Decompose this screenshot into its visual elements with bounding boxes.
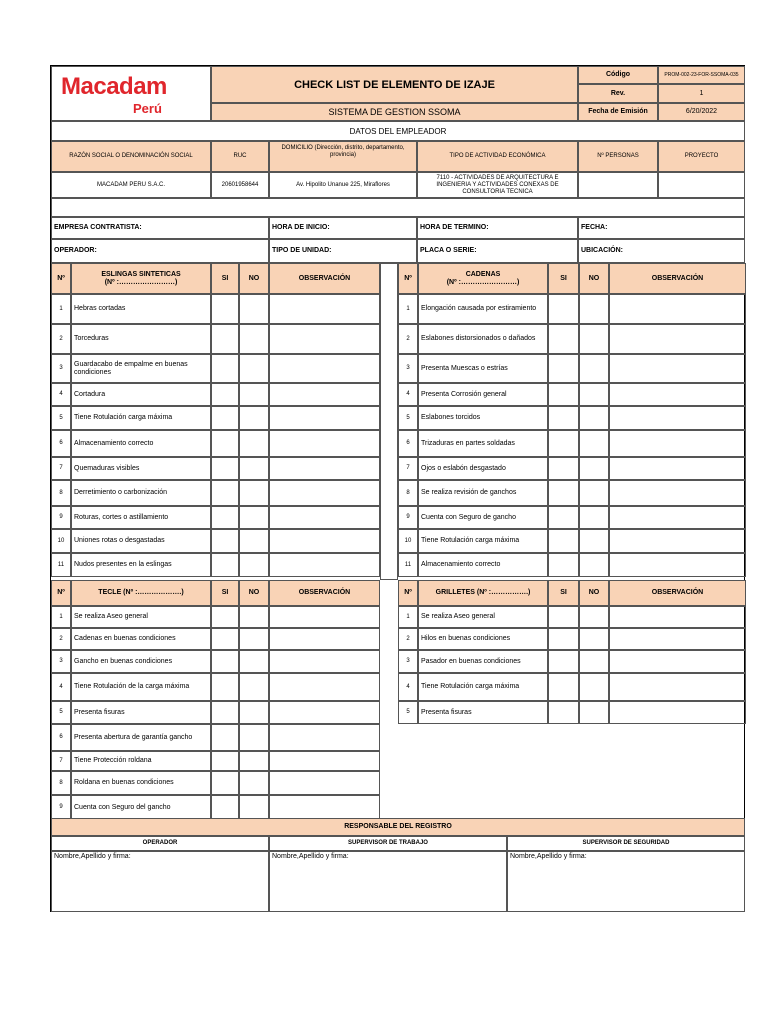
tecle-row-4-item: Tiene Rotulación de la carga máxima (71, 673, 211, 701)
eslingas-row-9-num: 9 (51, 506, 71, 529)
eslingas-row-8-no-checkbox[interactable] (239, 480, 269, 506)
supervisor-trabajo-signature-box[interactable]: Nombre,Apellido y firma: (269, 851, 507, 912)
eslingas-row-4-si-checkbox[interactable] (211, 383, 239, 406)
eslingas-row-11-si-checkbox[interactable] (211, 553, 239, 577)
tecle-row-6-item: Presenta abertura de garantía gancho (71, 724, 211, 751)
tecle-row-5-item: Presenta fisuras (71, 701, 211, 724)
fecha-field[interactable]: FECHA: (578, 217, 745, 239)
eslingas-row-5-item: Tiene Rotulación carga máxima (71, 406, 211, 430)
eslingas-row-9-observation[interactable] (269, 506, 380, 529)
eslingas-row-8-num: 8 (51, 480, 71, 506)
cadenas-row-8-si-checkbox[interactable] (548, 480, 579, 506)
eslingas-row-1-si-checkbox[interactable] (211, 294, 239, 324)
tecle-header-obs: OBSERVACIÓN (269, 580, 380, 606)
col-proyecto: PROYECTO (658, 141, 745, 172)
cadenas-row-3-num: 3 (398, 354, 418, 383)
eslingas-row-1-observation[interactable] (269, 294, 380, 324)
grilletes-row-4-no-checkbox[interactable] (579, 673, 609, 701)
tecle-row-2-item: Cadenas en buenas condiciones (71, 628, 211, 650)
grilletes-row-4-si-checkbox[interactable] (548, 673, 579, 701)
eslingas-row-3-item: Guardacabo de empalme en buenas condiciones (71, 354, 211, 383)
tecle-row-3-num: 3 (51, 650, 71, 673)
eslingas-row-11-item: Nudos presentes en la eslingas (71, 553, 211, 577)
cadenas-row-6-observation[interactable] (609, 430, 746, 457)
cadenas-row-11-num: 11 (398, 553, 418, 577)
cadenas-row-3-si-checkbox[interactable] (548, 354, 579, 383)
grilletes-header-no: NO (579, 580, 609, 606)
col-personas: Nº PERSONAS (578, 141, 658, 172)
tecle-header-title (71, 580, 211, 606)
grilletes-row-5-num: 5 (398, 701, 418, 724)
eslingas-row-6-no-checkbox[interactable] (239, 430, 269, 457)
cadenas-row-8-observation[interactable] (609, 480, 746, 506)
fecha-emision-label: Fecha de Emisión (578, 103, 658, 121)
tecle-row-3-observation[interactable] (269, 650, 380, 673)
eslingas-row-9-si-checkbox[interactable] (211, 506, 239, 529)
eslingas-row-7-observation[interactable] (269, 457, 380, 480)
tecle-row-7-no-checkbox[interactable] (239, 751, 269, 771)
grilletes-row-1-num: 1 (398, 606, 418, 628)
eslingas-row-10-observation[interactable] (269, 529, 380, 553)
grilletes-row-5-si-checkbox[interactable] (548, 701, 579, 724)
cadenas-row-3-observation[interactable] (609, 354, 746, 383)
col-domicilio: DOMICILIO (Dirección, distrito, departamento, provincia) (269, 141, 417, 172)
eslingas-row-6-num: 6 (51, 430, 71, 457)
cadenas-row-10-si-checkbox[interactable] (548, 529, 579, 553)
col-actividad: TIPO DE ACTIVIDAD ECONÓMICA (417, 141, 578, 172)
tecle-row-4-si-checkbox[interactable] (211, 673, 239, 701)
grilletes-row-2-item: Hilos en buenas condiciones (418, 628, 548, 650)
cadenas-row-2-no-checkbox[interactable] (579, 324, 609, 354)
tecle-row-9-item: Cuenta con Seguro del gancho (71, 795, 211, 820)
cadenas-row-1-no-checkbox[interactable] (579, 294, 609, 324)
eslingas-row-8-item: Derretimiento o carbonización (71, 480, 211, 506)
eslingas-row-11-observation[interactable] (269, 553, 380, 577)
tecle-row-9-si-checkbox[interactable] (211, 795, 239, 820)
eslingas-row-9-no-checkbox[interactable] (239, 506, 269, 529)
grilletes-row-5-item: Presenta fisuras (418, 701, 548, 724)
cadenas-row-7-no-checkbox[interactable] (579, 457, 609, 480)
operador-signature-box[interactable]: Nombre,Apellido y firma: (51, 851, 269, 912)
tecle-row-3-no-checkbox[interactable] (239, 650, 269, 673)
cadenas-row-6-si-checkbox[interactable] (548, 430, 579, 457)
rev-label: Rev. (578, 84, 658, 103)
eslingas-row-3-si-checkbox[interactable] (211, 354, 239, 383)
cadenas-row-10-num: 10 (398, 529, 418, 553)
tecle-row-9-no-checkbox[interactable] (239, 795, 269, 820)
tecle-row-5-no-checkbox[interactable] (239, 701, 269, 724)
cadenas-row-6-item: Trizaduras en partes soldadas (418, 430, 548, 457)
tecle-row-4-observation[interactable] (269, 673, 380, 701)
cadenas-row-5-observation[interactable] (609, 406, 746, 430)
logo-brand: Macadam (61, 73, 167, 100)
grilletes-header-title (418, 580, 548, 606)
eslingas-header-no: NO (239, 263, 269, 294)
cadenas-row-9-item: Cuenta con Seguro de gancho (418, 506, 548, 529)
eslingas-row-11-num: 11 (51, 553, 71, 577)
eslingas-row-5-no-checkbox[interactable] (239, 406, 269, 430)
eslingas-row-4-item: Cortadura (71, 383, 211, 406)
tipo-unidad-field[interactable]: TIPO DE UNIDAD: (269, 239, 417, 263)
eslingas-subtitle: (Nº :……………………) (104, 278, 178, 286)
cadenas-row-4-item: Presenta Corrosión general (418, 383, 548, 406)
eslingas-row-2-no-checkbox[interactable] (239, 324, 269, 354)
tecle-gap (380, 580, 398, 724)
cadenas-row-9-si-checkbox[interactable] (548, 506, 579, 529)
eslingas-row-10-si-checkbox[interactable] (211, 529, 239, 553)
eslingas-row-5-observation[interactable] (269, 406, 380, 430)
cadenas-header-si: SI (548, 263, 579, 294)
cadenas-row-2-item: Eslabones distorsionados o dañados (418, 324, 548, 354)
eslingas-row-10-item: Uniones rotas o desgastadas (71, 529, 211, 553)
grilletes-row-4-observation[interactable] (609, 673, 746, 701)
checklist-sheet (50, 65, 745, 912)
cadenas-row-10-observation[interactable] (609, 529, 746, 553)
tecle-row-8-si-checkbox[interactable] (211, 771, 239, 795)
cadenas-row-1-num: 1 (398, 294, 418, 324)
eslingas-row-8-si-checkbox[interactable] (211, 480, 239, 506)
cadenas-row-5-no-checkbox[interactable] (579, 406, 609, 430)
cadenas-row-7-num: 7 (398, 457, 418, 480)
tecle-row-2-num: 2 (51, 628, 71, 650)
cadenas-row-5-item: Eslabones torcidos (418, 406, 548, 430)
grilletes-row-1-observation[interactable] (609, 606, 746, 628)
supervisor-trabajo-column: SUPERVISOR DE TRABAJO (269, 836, 507, 851)
grilletes-row-1-no-checkbox[interactable] (579, 606, 609, 628)
cadenas-header-no: NO (579, 263, 609, 294)
cadenas-row-10-item: Tiene Rotulación carga máxima (418, 529, 548, 553)
grilletes-row-5-observation[interactable] (609, 701, 746, 724)
eslingas-row-2-num: 2 (51, 324, 71, 354)
eslingas-row-6-observation[interactable] (269, 430, 380, 457)
eslingas-row-7-item: Quemaduras visibles (71, 457, 211, 480)
eslingas-row-1-item: Hebras cortadas (71, 294, 211, 324)
cadenas-row-7-si-checkbox[interactable] (548, 457, 579, 480)
eslingas-header-si: SI (211, 263, 239, 294)
grilletes-row-3-item: Pasador en buenas condiciones (418, 650, 548, 673)
cadenas-row-1-item: Elongación causada por estiramiento (418, 294, 548, 324)
grilletes-row-3-no-checkbox[interactable] (579, 650, 609, 673)
signatures-title: RESPONSABLE DEL REGISTRO (51, 818, 745, 836)
eslingas-row-7-no-checkbox[interactable] (239, 457, 269, 480)
tecle-row-5-observation[interactable] (269, 701, 380, 724)
checklist-sections (51, 66, 745, 911)
tecle-row-4-no-checkbox[interactable] (239, 673, 269, 701)
eslingas-title: ESLINGAS SINTETICAS (101, 270, 181, 278)
tecle-row-1-si-checkbox[interactable] (211, 606, 239, 628)
tecle-row-6-num: 6 (51, 724, 71, 751)
tecle-row-7-si-checkbox[interactable] (211, 751, 239, 771)
eslingas-row-8-observation[interactable] (269, 480, 380, 506)
eslingas-row-4-observation[interactable] (269, 383, 380, 406)
cadenas-row-3-no-checkbox[interactable] (579, 354, 609, 383)
tecle-row-6-si-checkbox[interactable] (211, 724, 239, 751)
cadenas-row-4-observation[interactable] (609, 383, 746, 406)
eslingas-row-6-si-checkbox[interactable] (211, 430, 239, 457)
grilletes-header-si: SI (548, 580, 579, 606)
operador-column: OPERADOR (51, 836, 269, 851)
tecle-row-7-num: 7 (51, 751, 71, 771)
fecha-emision-value: 6/20/2022 (658, 103, 745, 121)
tecle-row-6-no-checkbox[interactable] (239, 724, 269, 751)
tecle-row-1-no-checkbox[interactable] (239, 606, 269, 628)
tecle-header-si: SI (211, 580, 239, 606)
cadenas-row-9-observation[interactable] (609, 506, 746, 529)
grilletes-row-4-item: Tiene Rotulación carga máxima (418, 673, 548, 701)
cadenas-row-8-no-checkbox[interactable] (579, 480, 609, 506)
eslingas-row-2-item: Torceduras (71, 324, 211, 354)
cadenas-row-5-si-checkbox[interactable] (548, 406, 579, 430)
hora-termino-field[interactable]: HORA DE TERMINO: (417, 217, 578, 239)
tecle-row-8-no-checkbox[interactable] (239, 771, 269, 795)
tecle-row-1-item: Se realiza Aseo general (71, 606, 211, 628)
codigo-label: Código (578, 66, 658, 84)
codigo-value: PROM-002-23-FOR-SSOMA-035 (658, 66, 745, 84)
tecle-row-7-observation[interactable] (269, 751, 380, 771)
logo-country: Perú (133, 101, 162, 116)
cadenas-title: CADENAS (465, 270, 501, 278)
eslingas-row-6-item: Almacenamiento correcto (71, 430, 211, 457)
eslingas-row-7-num: 7 (51, 457, 71, 480)
supervisor-seguridad-signature-box[interactable]: Nombre,Apellido y firma: (507, 851, 745, 912)
grilletes-title: GRILLETES (Nº :…………….) (435, 589, 531, 596)
eslingas-row-3-observation[interactable] (269, 354, 380, 383)
grilletes-row-1-si-checkbox[interactable] (548, 606, 579, 628)
cadenas-row-6-num: 6 (398, 430, 418, 457)
eslingas-row-2-si-checkbox[interactable] (211, 324, 239, 354)
eslingas-row-3-num: 3 (51, 354, 71, 383)
cadenas-header-num: Nº (398, 263, 418, 294)
tecle-row-3-item: Gancho en buenas condiciones (71, 650, 211, 673)
tecle-row-6-observation[interactable] (269, 724, 380, 751)
domicilio-value: Av. Hipolito Unanue 225, Miraflores (269, 172, 417, 198)
cadenas-row-9-no-checkbox[interactable] (579, 506, 609, 529)
grilletes-row-2-si-checkbox[interactable] (548, 628, 579, 650)
grilletes-row-1-item: Se realiza Aseo general (418, 606, 548, 628)
cadenas-row-7-item: Ojos o eslabón desgastado (418, 457, 548, 480)
eslingas-row-4-no-checkbox[interactable] (239, 383, 269, 406)
cadenas-row-11-item: Almacenamiento correcto (418, 553, 548, 577)
grilletes-header-num: Nº (398, 580, 418, 606)
cadenas-row-9-num: 9 (398, 506, 418, 529)
empresa-contratista-field[interactable]: EMPRESA CONTRATISTA: (51, 217, 269, 239)
grilletes-row-3-num: 3 (398, 650, 418, 673)
grilletes-row-3-si-checkbox[interactable] (548, 650, 579, 673)
tecle-row-1-observation[interactable] (269, 606, 380, 628)
eslingas-row-1-no-checkbox[interactable] (239, 294, 269, 324)
cadenas-row-4-num: 4 (398, 383, 418, 406)
cadenas-row-11-observation[interactable] (609, 553, 746, 577)
tecle-row-9-num: 9 (51, 795, 71, 820)
tecle-row-3-si-checkbox[interactable] (211, 650, 239, 673)
cadenas-row-1-si-checkbox[interactable] (548, 294, 579, 324)
cadenas-row-8-num: 8 (398, 480, 418, 506)
eslingas-row-5-si-checkbox[interactable] (211, 406, 239, 430)
cadenas-row-7-observation[interactable] (609, 457, 746, 480)
eslingas-row-3-no-checkbox[interactable] (239, 354, 269, 383)
eslingas-header-title (71, 263, 211, 294)
placa-serie-field[interactable]: PLACA O SERIE: (417, 239, 578, 263)
grilletes-row-5-no-checkbox[interactable] (579, 701, 609, 724)
tecle-header-no: NO (239, 580, 269, 606)
cadenas-row-11-no-checkbox[interactable] (579, 553, 609, 577)
tecle-row-1-num: 1 (51, 606, 71, 628)
cadenas-row-2-si-checkbox[interactable] (548, 324, 579, 354)
cadenas-header-title (418, 263, 548, 294)
tecle-row-2-no-checkbox[interactable] (239, 628, 269, 650)
eslingas-row-7-si-checkbox[interactable] (211, 457, 239, 480)
cadenas-row-5-num: 5 (398, 406, 418, 430)
tecle-row-8-observation[interactable] (269, 771, 380, 795)
cadenas-row-11-si-checkbox[interactable] (548, 553, 579, 577)
tecle-row-4-num: 4 (51, 673, 71, 701)
col-ruc: RUC (211, 141, 269, 172)
grilletes-row-2-observation[interactable] (609, 628, 746, 650)
tecle-row-8-num: 8 (51, 771, 71, 795)
razon-social-value: MACADAM PERU S.A.C. (51, 172, 211, 198)
column-gap (380, 263, 398, 580)
tecle-row-8-item: Roldana en buenas condiciones (71, 771, 211, 795)
tecle-row-2-si-checkbox[interactable] (211, 628, 239, 650)
tecle-row-2-observation[interactable] (269, 628, 380, 650)
eslingas-row-1-num: 1 (51, 294, 71, 324)
grilletes-row-4-num: 4 (398, 673, 418, 701)
cadenas-header-obs: OBSERVACIÓN (609, 263, 746, 294)
eslingas-row-4-num: 4 (51, 383, 71, 406)
col-razon-social: RAZÓN SOCIAL O DENOMINACIÓN SOCIAL (51, 141, 211, 172)
cadenas-row-6-no-checkbox[interactable] (579, 430, 609, 457)
eslingas-row-11-no-checkbox[interactable] (239, 553, 269, 577)
ubicacion-field[interactable]: UBICACIÓN: (578, 239, 745, 263)
eslingas-row-9-item: Roturas, cortes o astillamiento (71, 506, 211, 529)
eslingas-row-5-num: 5 (51, 406, 71, 430)
eslingas-header-obs: OBSERVACIÓN (269, 263, 380, 294)
eslingas-row-2-observation[interactable] (269, 324, 380, 354)
cadenas-row-4-no-checkbox[interactable] (579, 383, 609, 406)
grilletes-row-2-num: 2 (398, 628, 418, 650)
eslingas-header-num: Nº (51, 263, 71, 294)
cadenas-row-3-item: Presenta Muescas o estrías (418, 354, 548, 383)
supervisor-seguridad-column: SUPERVISOR DE SEGURIDAD (507, 836, 745, 851)
cadenas-row-2-observation[interactable] (609, 324, 746, 354)
cadenas-row-2-num: 2 (398, 324, 418, 354)
hora-inicio-field[interactable]: HORA DE INICIO: (269, 217, 417, 239)
grilletes-row-3-observation[interactable] (609, 650, 746, 673)
eslingas-row-10-no-checkbox[interactable] (239, 529, 269, 553)
grilletes-header-obs: OBSERVACIÓN (609, 580, 746, 606)
employer-section-title: DATOS DEL EMPLEADOR (51, 121, 745, 141)
cadenas-row-4-si-checkbox[interactable] (548, 383, 579, 406)
form-title: CHECK LIST DE ELEMENTO DE IZAJE (211, 66, 578, 103)
grilletes-row-2-no-checkbox[interactable] (579, 628, 609, 650)
cadenas-row-8-item: Se realiza revisión de ganchos (418, 480, 548, 506)
rev-value: 1 (658, 84, 745, 103)
form-subtitle: SISTEMA DE GESTION SSOMA (211, 103, 578, 121)
tecle-row-5-si-checkbox[interactable] (211, 701, 239, 724)
eslingas-row-10-num: 10 (51, 529, 71, 553)
tecle-row-9-observation[interactable] (269, 795, 380, 820)
tecle-row-5-num: 5 (51, 701, 71, 724)
tecle-row-7-item: Tiene Protección roldana (71, 751, 211, 771)
ruc-value: 20601958644 (211, 172, 269, 198)
operador-field[interactable]: OPERADOR: (51, 239, 269, 263)
cadenas-row-1-observation[interactable] (609, 294, 746, 324)
tecle-header-num: Nº (51, 580, 71, 606)
actividad-value: 7110 - ACTIVIDADES DE ARQUITECTURA E INGENIERIA Y ACTIVIDADES CONEXAS DE CONSULTORIA TECNICA (417, 172, 578, 198)
tecle-title: TECLE (Nº :……………….) (98, 589, 184, 596)
cadenas-row-10-no-checkbox[interactable] (579, 529, 609, 553)
cadenas-subtitle: (Nº :……………………) (446, 278, 520, 286)
